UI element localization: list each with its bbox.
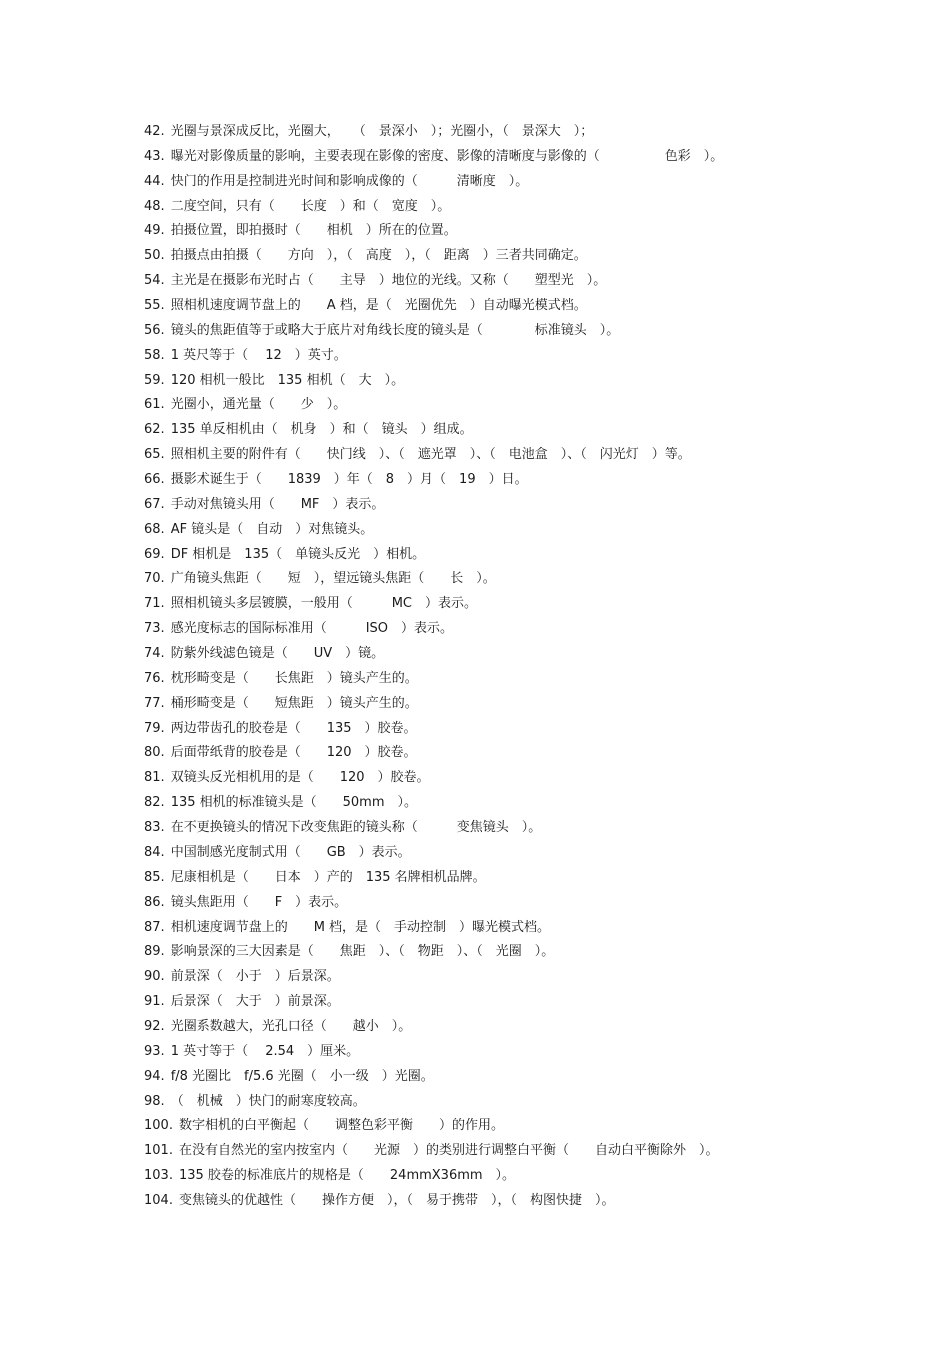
item-text: 在没有自然光的室内按室内（ 光源 ）的类别进行调整白平衡（ 自动白平衡除外 ）。 xyxy=(178,1143,719,1159)
list-item xyxy=(144,543,924,568)
list-item xyxy=(144,1040,924,1065)
item-number: 100. xyxy=(144,1118,173,1134)
item-number: 103. xyxy=(144,1168,173,1184)
item-text: 手动对焦镜头用（ MF ）表示。 xyxy=(170,496,385,512)
item-text: 135 相机的标准镜头是（ 50mm ）。 xyxy=(170,795,418,811)
item-text: 影响景深的三大因素是（ 焦距 ）、（ 物距 ）、（ 光圈 ）。 xyxy=(170,944,555,960)
item-number: 61. xyxy=(144,397,165,413)
item-text: 拍摄点由拍摄（ 方向 ），（ 高度 ），（ 距离 ）三者共同确定。 xyxy=(170,248,587,264)
list-item xyxy=(144,418,924,443)
item-number: 49. xyxy=(144,223,165,239)
item-text: 摄影术诞生于（ 1839 ）年（ 8 ）月（ 19 ）日。 xyxy=(170,472,528,488)
list-item xyxy=(144,891,924,916)
item-number: 67. xyxy=(144,496,165,512)
item-text: （ 机械 ）快门的耐寒度较高。 xyxy=(170,1093,366,1109)
item-text: DF 相机是 135（ 单镜头反光 ）相机。 xyxy=(170,546,426,562)
item-text: 后景深（ 大于 ）前景深。 xyxy=(170,994,340,1010)
list-item xyxy=(144,1139,924,1164)
list-item xyxy=(144,518,924,543)
list-item xyxy=(144,120,924,145)
list-item xyxy=(144,1090,924,1115)
list-item xyxy=(144,493,924,518)
item-number: 80. xyxy=(144,745,165,761)
item-number: 71. xyxy=(144,596,165,612)
item-number: 62. xyxy=(144,422,165,438)
item-text: 双镜头反光相机用的是（ 120 ）胶卷。 xyxy=(170,770,430,786)
list-item xyxy=(144,1015,924,1040)
item-number: 77. xyxy=(144,695,165,711)
list-item xyxy=(144,617,924,642)
list-item xyxy=(144,1164,924,1189)
item-number: 98. xyxy=(144,1093,165,1109)
item-number: 104. xyxy=(144,1192,173,1208)
item-text: 相机速度调节盘上的 M 档，是（ 手动控制 ）曝光模式档。 xyxy=(170,919,551,935)
item-text: 感光度标志的国际标准用（ ISO ）表示。 xyxy=(170,621,454,637)
list-item xyxy=(144,219,924,244)
item-number: 59. xyxy=(144,372,165,388)
item-number: 82. xyxy=(144,795,165,811)
list-item xyxy=(144,816,924,841)
item-number: 91. xyxy=(144,994,165,1010)
question-answer-list xyxy=(144,120,924,1214)
list-item xyxy=(144,766,924,791)
list-item xyxy=(144,195,924,220)
item-text: 桶形畸变是（ 短焦距 ）镜头产生的。 xyxy=(170,695,418,711)
list-item xyxy=(144,717,924,742)
list-item xyxy=(144,965,924,990)
item-text: 尼康相机是（ 日本 ）产的 135 名牌相机品牌。 xyxy=(170,869,486,885)
item-number: 86. xyxy=(144,894,165,910)
item-number: 81. xyxy=(144,770,165,786)
item-number: 93. xyxy=(144,1043,165,1059)
item-text: AF 镜头是（ 自动 ）对焦镜头。 xyxy=(170,521,374,537)
item-text: 二度空间，只有（ 长度 ）和（ 宽度 ）。 xyxy=(170,198,451,214)
item-text: 曝光对影像质量的影响，主要表现在影像的密度、影像的清晰度与影像的（ 色彩 ）。 xyxy=(170,148,724,164)
list-item xyxy=(144,916,924,941)
item-text: 广角镜头焦距（ 短 ），望远镜头焦距（ 长 ）。 xyxy=(170,571,496,587)
item-number: 54. xyxy=(144,273,165,289)
item-number: 73. xyxy=(144,621,165,637)
list-item xyxy=(144,642,924,667)
item-text: 数字相机的白平衡起（ 调整色彩平衡 ）的作用。 xyxy=(178,1118,504,1134)
item-number: 74. xyxy=(144,646,165,662)
item-text: 后面带纸背的胶卷是（ 120 ）胶卷。 xyxy=(170,745,417,761)
list-item xyxy=(144,592,924,617)
list-item xyxy=(144,866,924,891)
item-number: 69. xyxy=(144,546,165,562)
item-number: 65. xyxy=(144,447,165,463)
item-number: 58. xyxy=(144,347,165,363)
item-number: 90. xyxy=(144,969,165,985)
list-item xyxy=(144,667,924,692)
list-item xyxy=(144,791,924,816)
item-number: 92. xyxy=(144,1018,165,1034)
item-number: 101. xyxy=(144,1143,173,1159)
item-number: 94. xyxy=(144,1068,165,1084)
list-item xyxy=(144,741,924,766)
item-text: f/8 光圈比 f/5.6 光圈（ 小一级 ）光圈。 xyxy=(170,1068,434,1084)
item-text: 光圈小，通光量（ 少 ）。 xyxy=(170,397,347,413)
item-number: 68. xyxy=(144,521,165,537)
item-number: 76. xyxy=(144,670,165,686)
item-number: 66. xyxy=(144,472,165,488)
item-text: 1 英寸等于（ 2.54 ）厘米。 xyxy=(170,1043,360,1059)
item-number: 56. xyxy=(144,322,165,338)
item-text: 拍摄位置，即拍摄时（ 相机 ）所在的位置。 xyxy=(170,223,457,239)
item-text: 中国制感光度制式用（ GB ）表示。 xyxy=(170,844,411,860)
item-number: 55. xyxy=(144,298,165,314)
item-text: 快门的作用是控制进光时间和影响成像的（ 清晰度 ）。 xyxy=(170,173,529,189)
item-text: 光圈系数越大，光孔口径（ 越小 ）。 xyxy=(170,1018,412,1034)
item-text: 变焦镜头的优越性（ 操作方便 ），（ 易于携带 ），（ 构图快捷 ）。 xyxy=(178,1192,615,1208)
list-item xyxy=(144,170,924,195)
item-text: 前景深（ 小于 ）后景深。 xyxy=(170,969,340,985)
item-text: 两边带齿孔的胶卷是（ 135 ）胶卷。 xyxy=(170,720,417,736)
item-text: 在不更换镜头的情况下改变焦距的镜头称（ 变焦镜头 ）。 xyxy=(170,820,542,836)
item-text: 枕形畸变是（ 长焦距 ）镜头产生的。 xyxy=(170,670,418,686)
item-text: 照相机速度调节盘上的 A 档，是（ 光圈优先 ）自动曝光模式档。 xyxy=(170,298,587,314)
list-item xyxy=(144,1189,924,1214)
item-number: 42. xyxy=(144,124,165,139)
item-text: 135 单反相机由（ 机身 ）和（ 镜头 ）组成。 xyxy=(170,422,473,438)
item-number: 85. xyxy=(144,869,165,885)
list-item xyxy=(144,344,924,369)
list-item xyxy=(144,145,924,170)
list-item xyxy=(144,393,924,418)
list-item xyxy=(144,369,924,394)
item-number: 87. xyxy=(144,919,165,935)
item-number: 48. xyxy=(144,198,165,214)
item-number: 43. xyxy=(144,148,165,164)
item-text: 照相机镜头多层镀膜，一般用（ MC ）表示。 xyxy=(170,596,477,612)
list-item xyxy=(144,1114,924,1139)
item-text: 135 胶卷的标准底片的规格是（ 24mmX36mm ）。 xyxy=(178,1168,516,1184)
list-item xyxy=(144,443,924,468)
list-item xyxy=(144,1065,924,1090)
list-item xyxy=(144,244,924,269)
item-text: 1 英尺等于（ 12 ）英寸。 xyxy=(170,347,347,363)
item-text: 光圈与景深成反比，光圈大， （ 景深小 ）；光圈小，（ 景深大 ）； xyxy=(170,124,594,139)
list-item xyxy=(144,567,924,592)
item-text: 120 相机一般比 135 相机（ 大 ）。 xyxy=(170,372,405,388)
list-item xyxy=(144,940,924,965)
item-text: 镜头的焦距值等于或略大于底片对角线长度的镜头是（ 标准镜头 ）。 xyxy=(170,322,620,338)
list-item xyxy=(144,468,924,493)
item-number: 79. xyxy=(144,720,165,736)
item-text: 照相机主要的附件有（ 快门线 ）、（ 遮光罩 ）、（ 电池盒 ）、（ 闪光灯 ）等。 xyxy=(170,447,691,463)
list-item xyxy=(144,841,924,866)
list-item xyxy=(144,294,924,319)
list-item xyxy=(144,990,924,1015)
item-text: 镜头焦距用（ F ）表示。 xyxy=(170,894,348,910)
item-text: 主光是在摄影布光时占（ 主导 ）地位的光线。又称（ 塑型光 ）。 xyxy=(170,273,607,289)
list-item xyxy=(144,319,924,344)
item-number: 84. xyxy=(144,844,165,860)
item-text: 防紫外线滤色镜是（ UV ）镜。 xyxy=(170,646,385,662)
list-item xyxy=(144,692,924,717)
list-item xyxy=(144,269,924,294)
item-number: 89. xyxy=(144,944,165,960)
item-number: 50. xyxy=(144,248,165,264)
item-number: 70. xyxy=(144,571,165,587)
item-number: 44. xyxy=(144,173,165,189)
item-number: 83. xyxy=(144,820,165,836)
